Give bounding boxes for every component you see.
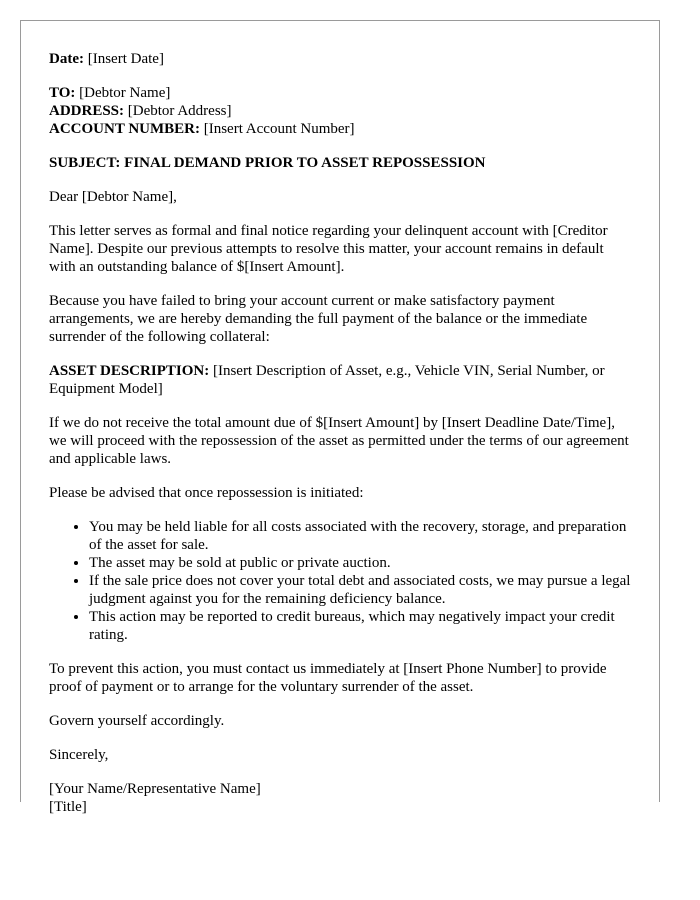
date-line	[49, 50, 631, 68]
signature-name: [Your Name/Representative Name]	[49, 781, 261, 797]
signature-title: [Title]	[49, 799, 87, 815]
letter-body	[21, 21, 659, 816]
account-line	[49, 120, 631, 138]
date-block	[49, 50, 631, 68]
paragraph-advisory: Please be advised that once repossession is initiated:	[49, 485, 364, 501]
salutation: Dear [Debtor Name],	[49, 189, 177, 205]
list-item: • This action may be reported to credit bureaus, which may negatively impact your credit rating.	[89, 608, 631, 644]
address-value: [Debtor Address]	[127, 103, 232, 119]
asset-description	[49, 362, 631, 398]
paragraph-notice: This letter serves as formal and final notice regarding your delinquent account with [Creditor Name]. Despite our previous attempts to resolve this matter, your account remains in default with an outstanding balance of $[Insert Amount].	[49, 223, 608, 275]
closing: Sincerely,	[49, 747, 109, 763]
to-label: TO:	[49, 85, 76, 101]
list-item: • You may be held liable for all costs associated with the recovery, storage, and preparation of the asset for sale.	[89, 518, 631, 554]
consequences-list	[49, 518, 631, 644]
subject-text: SUBJECT: FINAL DEMAND PRIOR TO ASSET REPOSSESSION	[49, 155, 486, 171]
date-value: [Insert Date]	[87, 51, 164, 67]
to-line	[49, 84, 631, 102]
subject-line	[49, 154, 631, 172]
list-item: • The asset may be sold at public or private auction.	[89, 554, 631, 572]
date-label: Date:	[49, 51, 84, 67]
paragraph-demand: Because you have failed to bring your account current or make satisfactory payment arrangements, we are hereby demanding the full payment of the balance or the immediate surrender of the following collateral:	[49, 293, 588, 345]
paragraph-govern: Govern yourself accordingly.	[49, 713, 225, 729]
asset-label: ASSET DESCRIPTION:	[49, 363, 210, 379]
to-value: [Debtor Name]	[79, 85, 171, 101]
recipient-block	[49, 84, 631, 138]
list-item: • If the sale price does not cover your total debt and associated costs, we may pursue a legal judgment against you for the remaining deficiency balance.	[89, 572, 631, 608]
signature-block	[49, 780, 631, 816]
paragraph-contact: To prevent this action, you must contact us immediately at [Insert Phone Number] to provide proof of payment or to arrange for the voluntary surrender of the asset.	[49, 661, 607, 695]
asset-value: [Insert Description of Asset, e.g., Vehicle VIN, Serial Number, or Equipment Model]	[49, 363, 605, 397]
paragraph-deadline: If we do not receive the total amount due of $[Insert Amount] by [Insert Deadline Date/Time], we will proceed with the repossession of the asset as permitted under the terms of our agreement and applicable laws.	[49, 415, 629, 467]
letter-page	[20, 20, 660, 815]
account-value: [Insert Account Number]	[203, 121, 355, 137]
account-label: ACCOUNT NUMBER:	[49, 121, 200, 137]
address-label: ADDRESS:	[49, 103, 125, 119]
address-line	[49, 102, 631, 120]
